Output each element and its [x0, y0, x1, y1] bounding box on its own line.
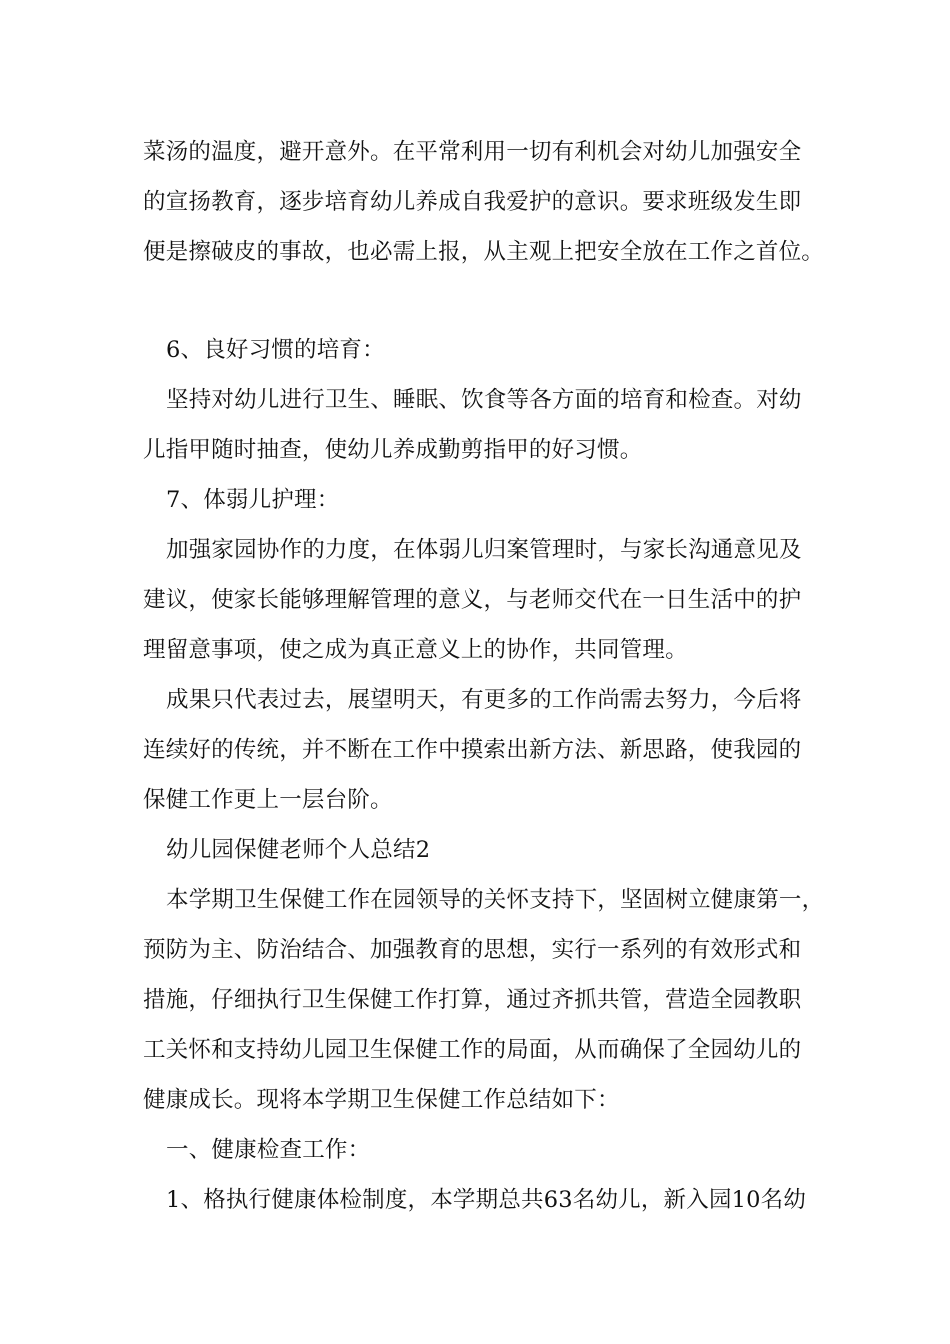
text-line: 坚持对幼儿进行卫生、睡眠、饮食等各方面的培育和检查。对幼: [166, 387, 802, 413]
text-line: 健康成长。现将本学期卫生保健工作总结如下：: [143, 1087, 620, 1113]
text-line: 措施，仔细执行卫生保健工作打算，通过齐抓共管，营造全园教职: [143, 987, 802, 1013]
text-line: 一、健康检查工作：: [166, 1137, 371, 1163]
text-line: 幼儿园保健老师个人总结2: [166, 837, 431, 863]
paragraph-semester-summary: [143, 875, 833, 1125]
text-line: 6、良好习惯的培育：: [166, 337, 385, 363]
text-line: 保健工作更上一层台阶。: [143, 787, 393, 813]
text-line: 本学期卫生保健工作在园领导的关怀支持下，坚固树立健康第一，: [166, 887, 825, 913]
heading-summary-2: [143, 825, 833, 875]
text-line: 便是擦破皮的事故，也必需上报，从主观上把安全放在工作之首位。: [143, 239, 825, 265]
text-line: 加强家园协作的力度，在体弱儿归案管理时，与家长沟通意见及: [166, 537, 802, 563]
heading-weak-child-care: [143, 475, 833, 525]
text-line: 理留意事项，使之成为真正意义上的协作，共同管理。: [143, 637, 688, 663]
paragraph-outlook: [143, 675, 833, 825]
paragraph-health-check-item-1: [143, 1175, 833, 1225]
paragraph-good-habits: [143, 375, 833, 475]
text-line: 菜汤的温度，避开意外。在平常利用一切有利机会对幼儿加强安全: [143, 139, 802, 165]
text-line: 7、体弱儿护理：: [166, 487, 340, 513]
heading-good-habits: [143, 325, 833, 375]
text-line: 建议，使家长能够理解管理的意义，与老师交代在一日生活中的护: [143, 587, 802, 613]
paragraph-safety-education: [143, 127, 833, 277]
text-line: 成果只代表过去，展望明天，有更多的工作尚需去努力，今后将: [166, 687, 802, 713]
text-line: 连续好的传统，并不断在工作中摸索出新方法、新思路，使我园的: [143, 737, 802, 763]
heading-health-check: [143, 1125, 833, 1175]
paragraph-weak-child-care: [143, 525, 833, 675]
text-line: 1、格执行健康体检制度，本学期总共63名幼儿，新入园10名幼: [166, 1187, 807, 1213]
text-line: 儿指甲随时抽查，使幼儿养成勤剪指甲的好习惯。: [143, 437, 643, 463]
text-line: 预防为主、防治结合、加强教育的思想，实行一系列的有效形式和: [143, 937, 802, 963]
text-line: 的宣扬教育，逐步培育幼儿养成自我爱护的意识。要求班级发生即: [143, 189, 802, 215]
text-line: 工关怀和支持幼儿园卫生保健工作的局面，从而确保了全园幼儿的: [143, 1037, 802, 1063]
